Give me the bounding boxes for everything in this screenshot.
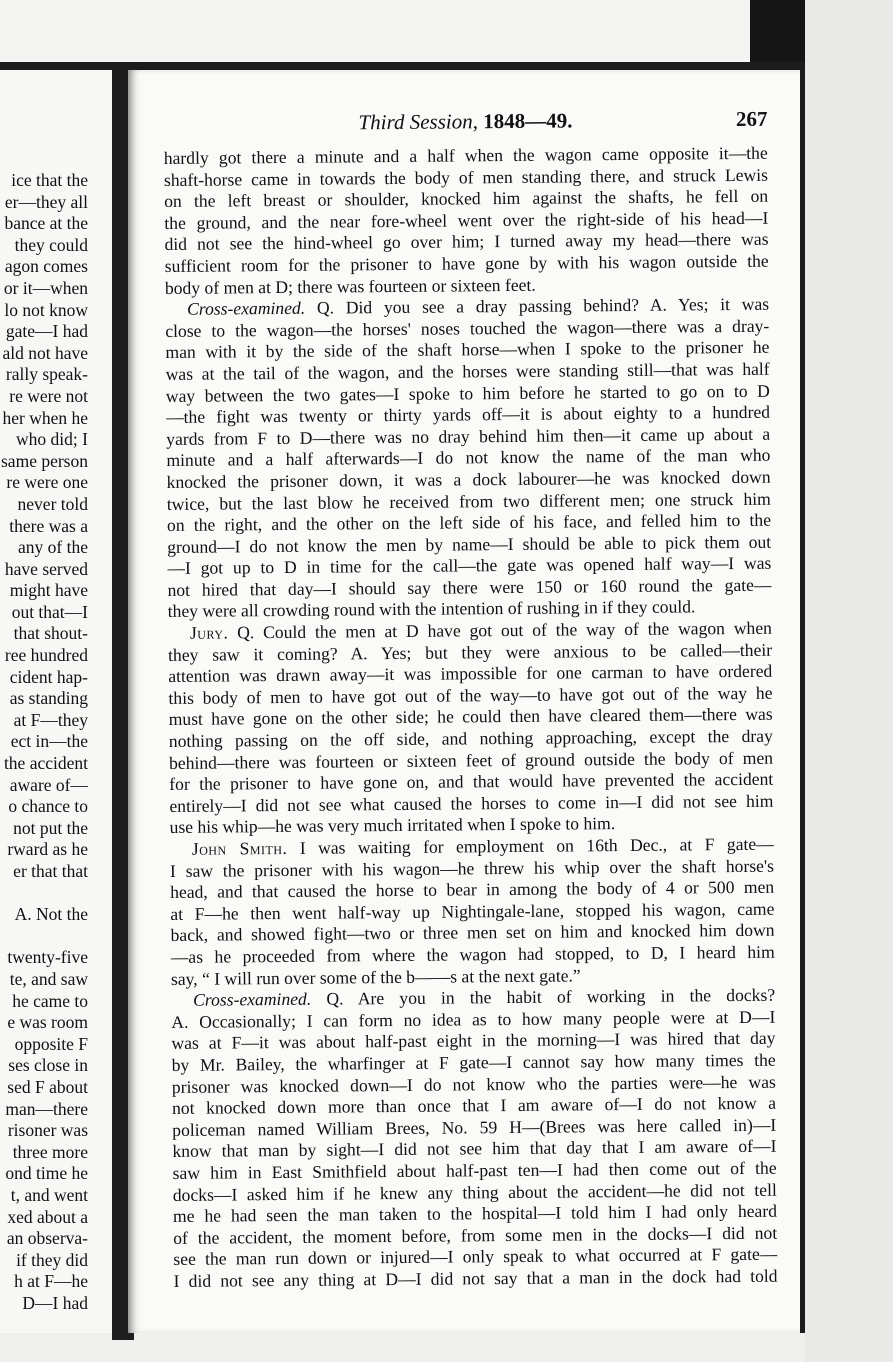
line-text: on the right, and the other on the left side of his face, and felled him to the — [166, 509, 772, 536]
line-text: by Mr. Bailey, the wharfinger at F gate—I cannot say how many times the — [171, 1049, 776, 1075]
session-years: 1848—49. — [483, 108, 573, 134]
line-text: use his whip—he was very much irritated when I spoke to him. — [169, 813, 616, 838]
left-page-line: gate—I had — [5, 321, 88, 342]
left-page-line: rward as he — [7, 839, 88, 860]
top-right-shadow — [750, 0, 805, 62]
line-text: —as he proceeded from where the wagon had stopped, to D, I heard him — [170, 941, 775, 967]
line-text: the ground, and the near fore-wheel went over the right-side of his head—I — [164, 207, 769, 233]
running-title: Third Session, 1848—49. — [358, 108, 573, 135]
line-text: see the man run down or injured—I only speak to what occurred at F gate— — [173, 1243, 778, 1270]
left-page-line: agon comes — [4, 256, 88, 277]
left-page-line: ice that the — [11, 170, 88, 190]
line-text: twice, but the last blow he received from two different men; one struck him — [166, 488, 771, 514]
line-text: minute and a half afterwards—I do not know the name of the man who — [166, 445, 771, 471]
line-text: yards from F to D—there was no dray behind him then—it came up about a — [166, 423, 771, 449]
left-page-line: as standing — [9, 688, 88, 709]
left-page-line: man—there — [5, 1098, 88, 1119]
speaker-label: Cross-examined. — [193, 988, 312, 1010]
left-page-line: xed about a — [7, 1206, 88, 1227]
left-page-line: he came to — [12, 990, 88, 1011]
left-page-line: opposite F — [14, 1033, 88, 1054]
line-text: Q. Did you see a dray passing behind? A. Yes; it was — [316, 293, 770, 318]
left-page-line: might have — [9, 580, 88, 601]
page-number: 267 — [735, 106, 768, 132]
line-text: at F—he then went half-way up Nightingale-lane, stopped his wagon, came — [170, 898, 775, 924]
left-page-line: three more — [12, 1141, 88, 1162]
left-page-line: aware of— — [9, 774, 88, 795]
line-text: they saw it coming? A. Yes; but they were anxious to be called—their — [168, 639, 773, 665]
session-title: Third Session — [358, 109, 473, 135]
line-text: must have gone on the other side; he could then have cleared them—there was — [168, 704, 773, 730]
line-text: attention was drawn away—it was impossible for one carman to have ordered — [168, 660, 773, 687]
text-line — [173, 1266, 777, 1293]
line-text: —I got up to D in time for the call—the gate was opened half way—I was — [167, 552, 772, 579]
left-page-line: ect in—the — [10, 731, 88, 752]
line-text: Q. Are you in the habit of working in the docks? — [326, 984, 776, 1009]
left-page-line: or it—when — [3, 277, 88, 298]
left-page-line: lo not know — [4, 299, 88, 320]
left-page-line: t, and went — [10, 1184, 88, 1205]
line-text: for the prisoner to have gone on, and that would have prevented the accident — [169, 768, 774, 795]
line-text: —the fight was twenty or thirty yards off—it is about eighty to a hundred — [165, 401, 771, 428]
left-page-fragment — [0, 70, 112, 1333]
line-text: prisoner was knocked down—I do not know who the parties were—he was — [171, 1071, 776, 1097]
line-text: A. Occasionally; I can form no idea as to how many people were at D—I — [171, 1006, 776, 1032]
line-text: did not see the hind-wheel go over him; I turned away my head—there was — [164, 229, 769, 255]
left-page-line: any of the — [18, 537, 88, 558]
left-page-line: who did; I — [16, 429, 88, 450]
line-text: entirely—I did not see what caused the horses to come in—I did not see him — [169, 790, 774, 816]
line-text: policeman named William Brees, No. 59 H—(Brees was here called in)—I — [172, 1114, 777, 1140]
left-page-line: have served — [4, 558, 88, 579]
line-text: not knocked down more than once that I am aware of—I do not know a — [171, 1092, 777, 1119]
left-page-line: cident hap- — [9, 666, 88, 687]
left-page-line: not put the — [13, 817, 88, 838]
left-page-line: er—they all — [4, 191, 88, 212]
left-page-line: never told — [17, 493, 88, 514]
line-text: of the accident, the moment before, from some men in the docks—I did not — [173, 1222, 778, 1248]
left-page-line — [0, 926, 88, 948]
left-page-line: te, and saw — [9, 968, 88, 989]
line-text: sufficient room for the prisoner to have gone by with his wagon outside the — [164, 250, 769, 276]
running-header — [163, 107, 767, 140]
line-text: was at F—it was about half-past eight in the morning—I was hired that day — [171, 1028, 776, 1054]
line-text: ground—I do not know the men by name—I should be able to pick them out — [167, 531, 772, 557]
left-page-line: ald not have — [2, 342, 88, 363]
left-page-line: out that—I — [11, 601, 88, 622]
line-text: back, and showed fight—two or three men set on him and knocked him down — [170, 920, 775, 946]
line-text: behind—there was fourteen or sixteen feet of ground outside the body of men — [168, 747, 774, 773]
line-text: was at the tail of the wagon, and the horses were standing still—that was half — [165, 358, 770, 384]
left-page-line: A. Not the — [14, 904, 88, 925]
line-text: know that man by sight—I did not see him that day that I am aware of—I — [172, 1136, 777, 1162]
line-text: close to the wagon—the horses' noses touched the wagon—there was a dray- — [165, 315, 770, 341]
line-text: shaft-horse came in towards the body of men standing there, and struck Lewis — [163, 164, 769, 190]
line-text: they were all crowding round with the intention of rushing in if they could. — [167, 596, 696, 622]
line-text: nothing passing on the off side, and nothing approaching, except the dray — [168, 725, 773, 752]
left-page-line: re were not — [9, 385, 88, 406]
left-page-line: ses close in — [8, 1055, 88, 1076]
line-text: knocked the prisoner down, it was a dock labourer—he was knocked down — [166, 466, 771, 492]
line-text: hardly got there a minute and a half when the wagon came opposite it—the — [163, 142, 768, 168]
line-text: man with it by the side of the shaft horse—when I spoke to the prisoner he — [165, 337, 770, 363]
left-page-line: rally speak- — [5, 364, 88, 385]
line-text: head, and that caused the horse to bear in among the body of 4 or 500 men — [170, 876, 775, 903]
left-page-line: e was room — [7, 1012, 88, 1033]
left-page-line: o chance to — [8, 796, 88, 817]
line-text: not hired that day—I should say there were 150 or 160 round the gate— — [167, 574, 772, 600]
left-page-line: h at F—he — [14, 1271, 88, 1292]
left-page-line: er that that — [13, 861, 88, 881]
line-text: body of men at D; there was fourteen or sixteen feet. — [164, 274, 536, 298]
left-page-line: there was a — [9, 515, 88, 536]
left-page-line: risoner was — [7, 1120, 88, 1141]
line-text: I was waiting for employment on 16th Dec., at F gate— — [299, 833, 774, 858]
testimony-text — [164, 143, 778, 1293]
line-text: I saw the prisoner with his wagon—he threw his whip over the shaft horse's — [169, 855, 775, 881]
speaker-label: Jury. — [189, 622, 229, 643]
line-text: docks—I asked him if he knew any thing about the accident—he did not tell — [172, 1179, 777, 1205]
left-page-line: ond time he — [5, 1163, 88, 1184]
left-page-line: the accident — [3, 753, 88, 774]
left-page-line: they could — [14, 234, 88, 255]
speaker-label: John Smith. — [191, 837, 288, 859]
left-page-line: her when he — [2, 407, 88, 428]
left-page-line: sed F about — [7, 1076, 88, 1097]
left-page-line: at F—they — [13, 709, 88, 730]
left-page-line: re were one — [6, 472, 88, 493]
line-text: Q. Could the men at D have got out of the way of the wagon when — [237, 617, 772, 643]
line-text: I did not see any thing at D—I did not say that a man in the dock had told — [173, 1265, 778, 1291]
left-page-line: ree hundred — [4, 645, 88, 666]
line-text: this body of men to have got out of the way—to have got out of the way he — [168, 682, 773, 708]
speaker-label: Cross-examined. — [186, 297, 306, 319]
left-page-line: D—I had — [22, 1292, 88, 1313]
line-text: me he had seen the man taken to the hospital—I told him I had only heard — [172, 1200, 778, 1227]
left-page-line: that shout- — [13, 623, 88, 644]
right-background — [805, 0, 893, 1362]
left-page-line: if they did — [16, 1249, 88, 1270]
left-page-line: bance at the — [4, 213, 88, 234]
left-page-text — [0, 170, 88, 1314]
left-page-line — [0, 883, 88, 905]
top-margin-strip — [0, 0, 750, 62]
right-page — [128, 70, 800, 1333]
line-text: on the left breast or shoulder, knocked him against the shafts, he fell on — [164, 185, 769, 212]
left-page-line: twenty-five — [7, 947, 88, 968]
left-page-line: same person — [1, 450, 88, 471]
line-text: say, “ I will run over some of the b——s at the next gate.” — [170, 964, 581, 989]
line-text: saw him in East Smithfield about half-past ten—I had then come out of the — [172, 1157, 777, 1183]
line-text: way between the two gates—I spoke to him before he started to go on to D — [165, 380, 770, 406]
left-page-line: an observa- — [6, 1228, 88, 1249]
